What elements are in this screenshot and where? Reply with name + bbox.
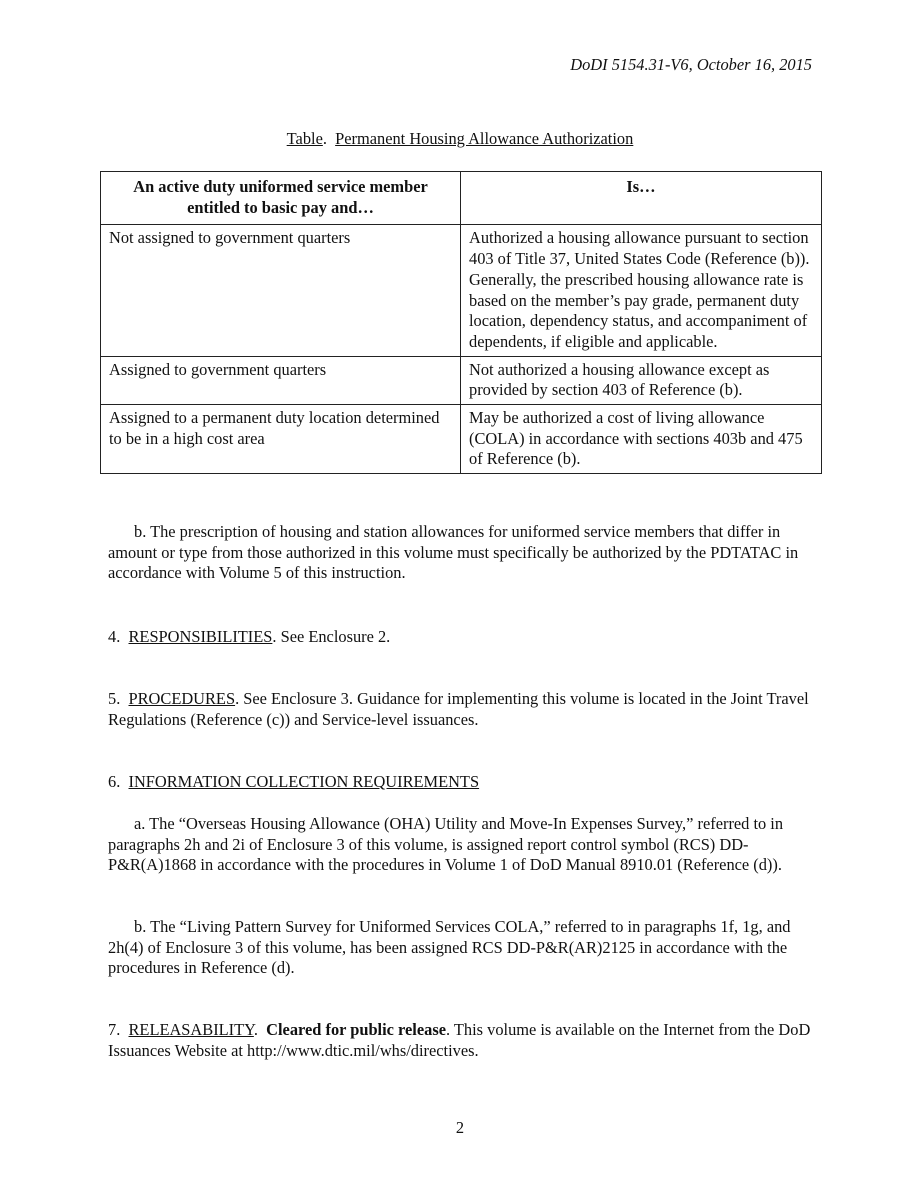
section-7 xyxy=(108,1020,814,1061)
section-5-heading: PROCEDURES xyxy=(128,689,236,708)
document-header: DoDI 5154.31-V6, October 16, 2015 xyxy=(570,55,812,74)
table-cell-result: Authorized a housing allowance pursuant to section 403 of Title 37, United States Code (Reference (b)). Generally, the prescribed housing allowance rate is based on the member’s pay grade, permanent duty location, dependency status, and accompaniment of dependents, if eligible and applicable. xyxy=(461,225,822,356)
section-7-text: . This volume is available on the Internet from the DoD Issuances Website at http://www.dtic.mil/whs/directives. xyxy=(108,1020,811,1060)
paragraph-3b: b. The prescription of housing and station allowances for uniformed service members that differ in amount or type from those authorized in this volume must specifically be authorized by the PDTATAC in accordance with Volume 5 of this instruction. xyxy=(108,522,799,583)
paragraph-6b: b. The “Living Pattern Survey for Uniformed Services COLA,” referred to in paragraphs 1f, 1g, and 2h(4) of Enclosure 3 of this volume, has been assigned RCS DD-P&R(AR)2125 in accordance with the procedures in Reference (d). xyxy=(108,917,791,978)
table-cell-condition: Assigned to government quarters xyxy=(101,356,461,404)
table-cell-condition: Assigned to a permanent duty location determined to be in a high cost area xyxy=(101,405,461,474)
table-cell-condition: Not assigned to government quarters xyxy=(101,225,461,356)
section-7-bold: Cleared for public release xyxy=(266,1020,446,1039)
table-row xyxy=(101,225,822,356)
page-number: 2 xyxy=(455,1118,465,1137)
section-5-number: 5. xyxy=(108,689,129,708)
section-7-heading: RELEASABILITY xyxy=(128,1020,254,1039)
table-header-row xyxy=(101,172,822,225)
paragraph-6a: a. The “Overseas Housing Allowance (OHA) Utility and Move-In Expenses Survey,” referred to in paragraphs 2h and 2i of Enclosure 3 of this volume, is assigned report control symbol (RCS) DD-P&R(A)1868 in accordance with the procedures in Volume 1 of DoD Manual 8910.01 (Reference (d)). xyxy=(108,814,784,875)
section-4-heading: RESPONSIBILITIES xyxy=(128,627,273,646)
section-4-number: 4. xyxy=(108,627,129,646)
table-row xyxy=(101,356,822,404)
table-header-condition: An active duty uniformed service member entitled to basic pay and… xyxy=(101,172,461,225)
section-6 xyxy=(108,772,814,793)
table-caption-sep: . xyxy=(322,129,336,148)
table-header-result: Is… xyxy=(461,172,822,225)
section-6-number: 6. xyxy=(108,772,129,791)
table-caption-prefix: Table xyxy=(286,129,323,148)
section-5 xyxy=(108,689,814,730)
section-4-text: . See Enclosure 2. xyxy=(272,627,391,646)
table-caption-title: Permanent Housing Allowance Authorization xyxy=(335,129,634,148)
table-caption xyxy=(0,129,920,150)
section-5-text: . See Enclosure 3. Guidance for implementing this volume is located in the Joint Travel Regulations (Reference (c)) and Service-level issuances. xyxy=(108,689,809,729)
section-7-number: 7. xyxy=(108,1020,129,1039)
table-cell-result: May be authorized a cost of living allowance (COLA) in accordance with sections 403b and 475 of Reference (b). xyxy=(461,405,822,474)
section-4 xyxy=(108,627,814,648)
table-cell-result: Not authorized a housing allowance except as provided by section 403 of Reference (b). xyxy=(461,356,822,404)
housing-allowance-table xyxy=(100,171,822,474)
section-7-sep: . xyxy=(253,1020,267,1039)
section-6-heading: INFORMATION COLLECTION REQUIREMENTS xyxy=(128,772,480,791)
table-row xyxy=(101,405,822,474)
